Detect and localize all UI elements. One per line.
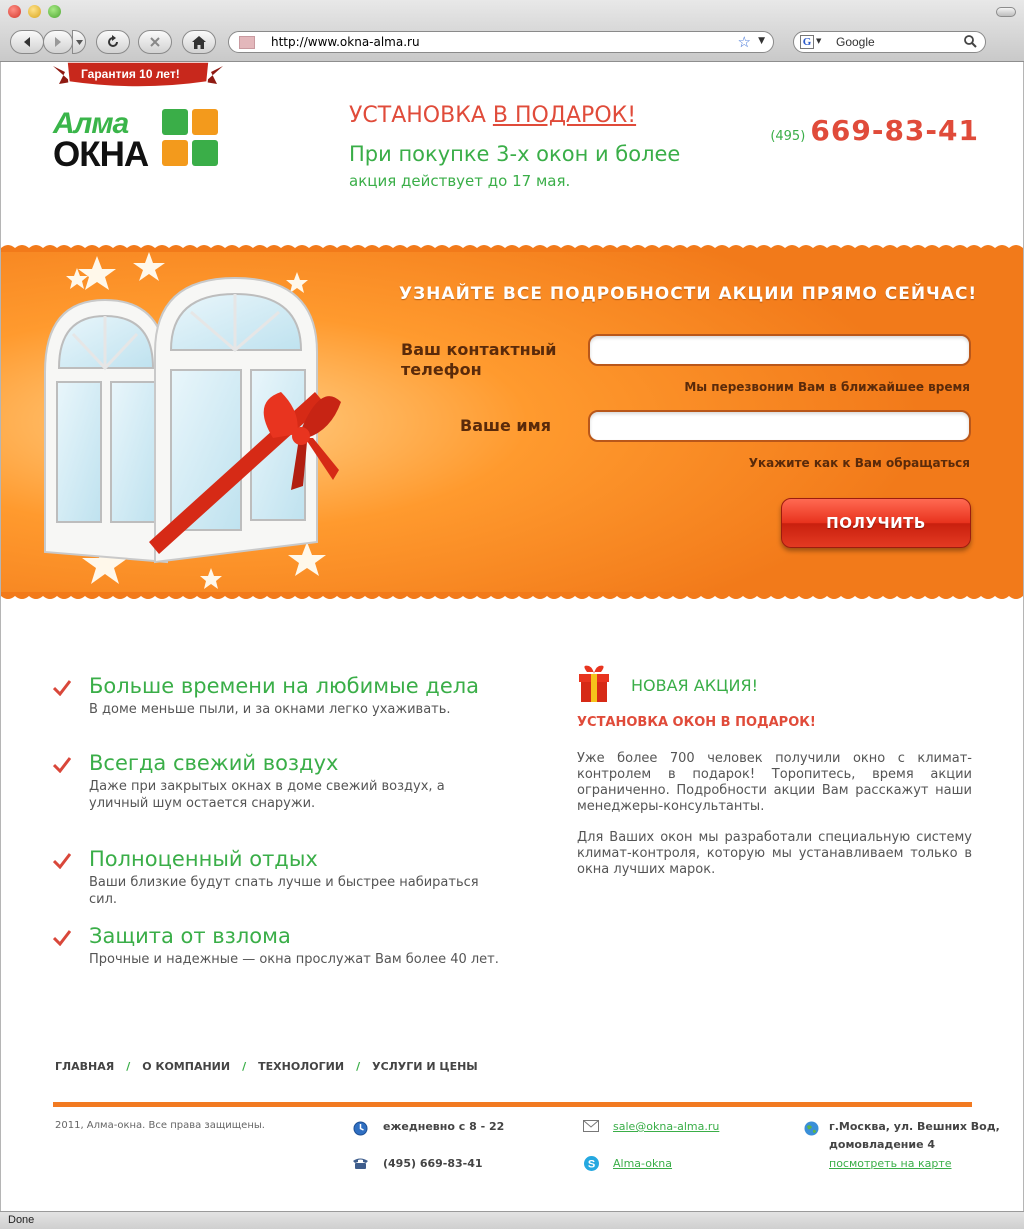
logo-square-icon xyxy=(192,109,218,135)
footer-divider xyxy=(53,1102,972,1107)
address-dropdown-icon[interactable]: ▼ xyxy=(758,36,765,46)
checkmark-icon xyxy=(53,680,71,696)
site-logo[interactable] xyxy=(53,107,223,172)
google-engine-icon[interactable]: G xyxy=(800,35,814,49)
phone-input[interactable] xyxy=(588,334,971,366)
phone-label-line-2: телефон xyxy=(401,360,482,379)
footer-nav-separator: / xyxy=(242,1060,247,1073)
feature-title: Всегда свежий воздух xyxy=(89,751,339,775)
promo-subtitle: При покупке 3-х окон и более xyxy=(349,142,681,166)
phone-number: 669-83-41 xyxy=(810,114,979,147)
phone-icon xyxy=(352,1157,369,1170)
warranty-text: Гарантия 10 лет! xyxy=(81,67,180,81)
checkmark-icon xyxy=(53,853,71,869)
gift-windows-illustration xyxy=(45,278,341,562)
address-bar[interactable] xyxy=(228,31,774,53)
history-dropdown-button[interactable] xyxy=(72,30,86,54)
header-phone xyxy=(770,114,979,147)
name-input[interactable] xyxy=(588,410,971,442)
address-line-2 xyxy=(829,1138,935,1151)
feature-item xyxy=(53,751,493,811)
forward-button[interactable] xyxy=(43,30,73,54)
home-button[interactable] xyxy=(182,30,216,54)
promo-title-prefix: УСТАНОВКА xyxy=(349,103,493,128)
address-line-1 xyxy=(829,1120,1000,1133)
news-subtitle: УСТАНОВКА ОКОН В ПОДАРОК! xyxy=(577,715,816,730)
promo-deadline: акция действует до 17 мая. xyxy=(349,172,571,190)
footer-nav-link[interactable]: УСЛУГИ И ЦЕНЫ xyxy=(372,1060,478,1073)
back-arrow-icon xyxy=(21,36,33,48)
site-favicon-icon xyxy=(239,36,255,49)
email-link[interactable]: sale@okna-alma.ru xyxy=(613,1120,720,1133)
name-hint: Укажите как к Вам обращаться xyxy=(748,456,970,470)
globe-icon xyxy=(804,1121,819,1136)
address-line-1-text: г.Москва, ул. Вешних Вод, xyxy=(829,1120,1000,1133)
svg-text:S: S xyxy=(587,1158,596,1171)
status-text: Done xyxy=(8,1214,35,1226)
promo-title-link[interactable]: В ПОДАРОК! xyxy=(492,103,637,128)
forward-arrow-icon xyxy=(52,36,64,48)
feature-item xyxy=(53,847,493,907)
map-link[interactable]: посмотреть на карте xyxy=(829,1157,952,1170)
chevron-down-icon xyxy=(76,40,83,45)
browser-toolbar xyxy=(0,0,1024,62)
phone-hint: Мы перезвоним Вам в ближайшее время xyxy=(684,380,970,394)
zoom-window-button[interactable] xyxy=(48,5,61,18)
clock-icon xyxy=(353,1121,368,1136)
page-content xyxy=(0,62,1024,1211)
phone-code: (495) xyxy=(770,129,806,144)
warranty-ribbon xyxy=(53,62,223,94)
skype-icon xyxy=(583,1155,600,1172)
feature-text: Даже при закрытых окнах в доме свежий воздух, а уличный шум остается снаружи. xyxy=(89,779,445,811)
footer-nav-separator: / xyxy=(356,1060,361,1073)
skype-link[interactable]: Alma-okna xyxy=(613,1157,673,1170)
stop-icon xyxy=(149,36,161,48)
logo-square-icon xyxy=(192,140,218,166)
footer-nav-link[interactable]: ТЕХНОЛОГИИ xyxy=(258,1060,345,1073)
footer-phone-text: (495) 669-83-41 xyxy=(383,1157,483,1170)
search-bar[interactable] xyxy=(793,31,986,53)
close-window-button[interactable] xyxy=(8,5,21,18)
reload-button[interactable] xyxy=(96,30,130,54)
checkmark-icon xyxy=(53,930,71,946)
footer-phone xyxy=(383,1157,483,1170)
work-hours-text: ежедневно с 8 - 22 xyxy=(383,1120,505,1133)
feature-title: Защита от взлома xyxy=(89,924,291,948)
logo-square-icon xyxy=(162,140,188,166)
feature-text: Ваши близкие будут спать лучше и быстрее набираться сил. xyxy=(89,875,479,907)
logo-square-icon xyxy=(162,109,188,135)
phone-label xyxy=(401,340,556,380)
gift-icon xyxy=(577,664,611,704)
footer-nav-separator: / xyxy=(126,1060,131,1073)
logo-bottom-text: ОКНА xyxy=(53,135,149,174)
footer-nav xyxy=(55,1060,478,1073)
form-title: УЗНАЙТЕ ВСЕ ПОДРОБНОСТИ АКЦИИ ПРЯМО СЕЙЧАС! xyxy=(399,284,978,304)
search-input[interactable]: Google xyxy=(836,35,875,49)
status-bar xyxy=(0,1211,1024,1229)
footer-nav-link[interactable]: ГЛАВНАЯ xyxy=(55,1060,115,1073)
address-text: http://www.okna-alma.ru xyxy=(271,35,420,49)
back-button[interactable] xyxy=(10,30,44,54)
logo-top-text: Алма xyxy=(53,107,129,140)
footer-nav-link[interactable]: О КОМПАНИИ xyxy=(142,1060,231,1073)
feature-item xyxy=(53,924,499,974)
submit-button[interactable]: ПОЛУЧИТЬ xyxy=(781,498,971,548)
feature-title: Полноценный отдых xyxy=(89,847,318,871)
reload-icon xyxy=(106,35,120,49)
stop-button[interactable] xyxy=(138,30,172,54)
engine-dropdown-icon[interactable]: ▼ xyxy=(816,37,822,45)
minimize-window-button[interactable] xyxy=(28,5,41,18)
feature-text: В доме меньше пыли, и за окнами легко ухаживать. xyxy=(89,702,451,717)
news-title: НОВАЯ АКЦИЯ! xyxy=(631,676,758,695)
feature-title: Больше времени на любимые дела xyxy=(89,674,480,698)
promo-title xyxy=(349,103,636,128)
news-paragraph: Уже более 700 человек получили окно с климат-контролем в подарок! Торопитесь, время акции ограниченно. Подробности акции Вам расскажут наши менеджеры-консультанты. xyxy=(577,751,972,814)
mail-icon xyxy=(583,1120,599,1132)
name-label: Ваше имя xyxy=(460,416,551,435)
phone-label-line-1: Ваш контактный xyxy=(401,340,557,359)
toolbar-toggle-button[interactable] xyxy=(996,7,1016,17)
address-line-2-text: домовладение 4 xyxy=(829,1138,936,1151)
news-paragraph: Для Ваших окон мы разработали специальную систему климат-контроля, которую мы устанавливаем только в окна лучших марок. xyxy=(577,830,972,877)
copyright: 2011, Алма-окна. Все права защищены. xyxy=(55,1120,265,1131)
feature-text: Прочные и надежные — окна прослужат Вам более 40 лет. xyxy=(89,952,499,967)
home-icon xyxy=(192,36,206,49)
work-hours xyxy=(383,1120,504,1133)
feature-item xyxy=(53,674,493,724)
bookmark-star-icon[interactable]: ☆ xyxy=(737,33,751,51)
checkmark-icon xyxy=(53,757,71,773)
search-icon[interactable] xyxy=(964,35,977,48)
